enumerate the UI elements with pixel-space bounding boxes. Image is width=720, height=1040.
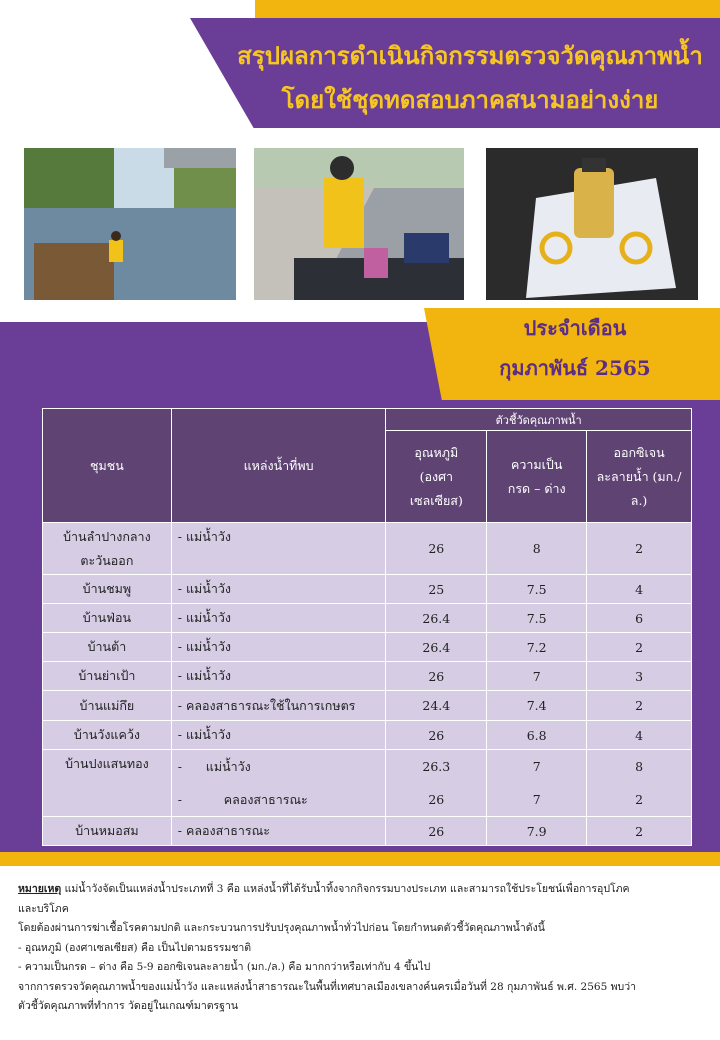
header-temperature: อุณหภูมิ (องศา เซลเซียส) xyxy=(386,431,487,523)
table-row xyxy=(43,633,692,662)
notes-section xyxy=(18,880,708,1017)
cell-ph: 7 xyxy=(487,662,587,691)
cell-dissolved-oxygen: 2 xyxy=(587,691,692,721)
cell-temperature: 24.4 xyxy=(386,691,487,721)
cell-temperature: 26.3 26 xyxy=(386,750,487,817)
cell-dissolved-oxygen: 8 2 xyxy=(587,750,692,817)
photo-river-sampling xyxy=(24,148,236,300)
cell-source: - แม่น้ำวัง xyxy=(171,523,386,575)
cell-source: - แม่น้ำวัง xyxy=(171,662,386,691)
cell-source: - แม่น้ำวัง xyxy=(171,575,386,604)
cell-community: บ้านหมอสม xyxy=(43,817,172,846)
cell-community: บ้านชมพู xyxy=(43,575,172,604)
cell-community: บ้านฟ่อน xyxy=(43,604,172,633)
cell-community: บ้านย่าเป้า xyxy=(43,662,172,691)
table-row xyxy=(43,691,692,721)
table-row xyxy=(43,817,692,846)
cell-community: บ้านวังแคว้ง xyxy=(43,721,172,750)
cell-ph: 7.9 xyxy=(487,817,587,846)
table-row xyxy=(43,750,692,817)
cell-source: - แม่น้ำวัง xyxy=(171,604,386,633)
cell-community: บ้านลำปางกลาง ตะวันออก xyxy=(43,523,172,575)
notes-line: ตัวชี้วัดคุณภาพที่ทำการ วัดอยู่ในเกณฑ์มาตรฐาน xyxy=(18,1000,239,1012)
table-row xyxy=(43,575,692,604)
cell-temperature: 26.4 xyxy=(386,604,487,633)
header-source: แหล่งน้ำที่พบ xyxy=(171,409,386,523)
title-line-1: สรุปผลการดำเนินกิจกรรมตรวจวัดคุณภาพน้ำ xyxy=(237,41,703,70)
header-community: ชุมชน xyxy=(43,409,172,523)
table-row xyxy=(43,604,692,633)
cell-community: บ้านต้า xyxy=(43,633,172,662)
table-row xyxy=(43,721,692,750)
period-line-2: กุมภาพันธ์ 2565 xyxy=(499,356,651,380)
cell-dissolved-oxygen: 4 xyxy=(587,721,692,750)
table-row xyxy=(43,662,692,691)
notes-line: และบริโภค xyxy=(18,902,69,915)
cell-source: - แม่น้ำวัง xyxy=(171,721,386,750)
cell-temperature: 26 xyxy=(386,817,487,846)
table-row xyxy=(43,523,692,575)
cell-dissolved-oxygen: 2 xyxy=(587,523,692,575)
cell-source: - แม่น้ำวัง xyxy=(171,633,386,662)
cell-dissolved-oxygen: 3 xyxy=(587,662,692,691)
cell-ph: 7.4 xyxy=(487,691,587,721)
cell-community: บ้านปงแสนทอง xyxy=(43,750,172,817)
header-dissolved-oxygen: ออกซิเจน ละลายน้ำ (มก./ ล.) xyxy=(587,431,692,523)
cell-ph: 7.5 xyxy=(487,604,587,633)
notes-line: จากการตรวจวัดคุณภาพน้ำของแม่น้ำวัง และแหล่งน้ำสาธารณะในพื้นที่เทศบาลเมืองเขลางค์นครเมื่อวันที่ 28 กุมภาพันธ์ พ.ศ. 2565 พบว่า xyxy=(18,980,636,993)
cell-temperature: 26.4 xyxy=(386,633,487,662)
cell-source: - คลองสาธารณะ xyxy=(171,817,386,846)
cell-dissolved-oxygen: 2 xyxy=(587,633,692,662)
cell-ph: 7.2 xyxy=(487,633,587,662)
cell-source: - แม่น้ำวัง - คลองสาธารณะ xyxy=(171,750,386,817)
notes-line: โดยต้องผ่านการฆ่าเชื้อโรคตามปกติ และกระบวนการปรับปรุงคุณภาพน้ำทั่วไปก่อน โดยกำหนดตัวชี้วัดคุณภาพน้ำดังนี้ xyxy=(18,922,545,934)
cell-temperature: 26 xyxy=(386,523,487,575)
cell-dissolved-oxygen: 4 xyxy=(587,575,692,604)
page-title xyxy=(230,34,710,122)
cell-ph: 7 7 xyxy=(487,750,587,817)
title-line-2: โดยใช้ชุดทดสอบภาคสนามอย่างง่าย xyxy=(281,85,659,114)
notes-line: หมายเหตุ แม่น้ำวังจัดเป็นแหล่งน้ำประเภทที่ 3 คือ แหล่งน้ำที่ได้รับน้ำทิ้งจากกิจกรรมบางประเภท และสามารถใช้ประโยชน์เพื่อการอุปโภค xyxy=(18,883,630,895)
photo-sample-bottle xyxy=(486,148,698,300)
cell-source: - คลองสาธารณะใช้ในการเกษตร xyxy=(171,691,386,721)
cell-ph: 6.8 xyxy=(487,721,587,750)
notes-line: - ความเป็นกรด – ด่าง คือ 5-9 ออกซิเจนละลายน้ำ (มก./ล.) คือ มากกว่าหรือเท่ากับ 4 ขึ้นไป xyxy=(18,961,431,973)
period-label xyxy=(440,308,710,388)
notes-label: หมายเหตุ xyxy=(18,883,62,895)
cell-temperature: 26 xyxy=(386,662,487,691)
cell-ph: 7.5 xyxy=(487,575,587,604)
cell-temperature: 26 xyxy=(386,721,487,750)
cell-ph: 8 xyxy=(487,523,587,575)
header-indicators: ตัวชี้วัดคุณภาพน้ำ xyxy=(386,409,692,431)
notes-line: - อุณหภูมิ (องศาเซลเซียส) คือ เป็นไปตามธรรมชาติ xyxy=(18,941,252,954)
period-line-1: ประจำเดือน xyxy=(523,316,627,340)
cell-temperature: 25 xyxy=(386,575,487,604)
cell-community: บ้านแม่กึย xyxy=(43,691,172,721)
water-quality-table xyxy=(42,408,692,846)
footer-gold-bar xyxy=(0,852,720,866)
cell-dissolved-oxygen: 2 xyxy=(587,817,692,846)
photo-water-test-kit xyxy=(254,148,464,300)
cell-dissolved-oxygen: 6 xyxy=(587,604,692,633)
header-ph: ความเป็น กรด – ด่าง xyxy=(487,431,587,523)
